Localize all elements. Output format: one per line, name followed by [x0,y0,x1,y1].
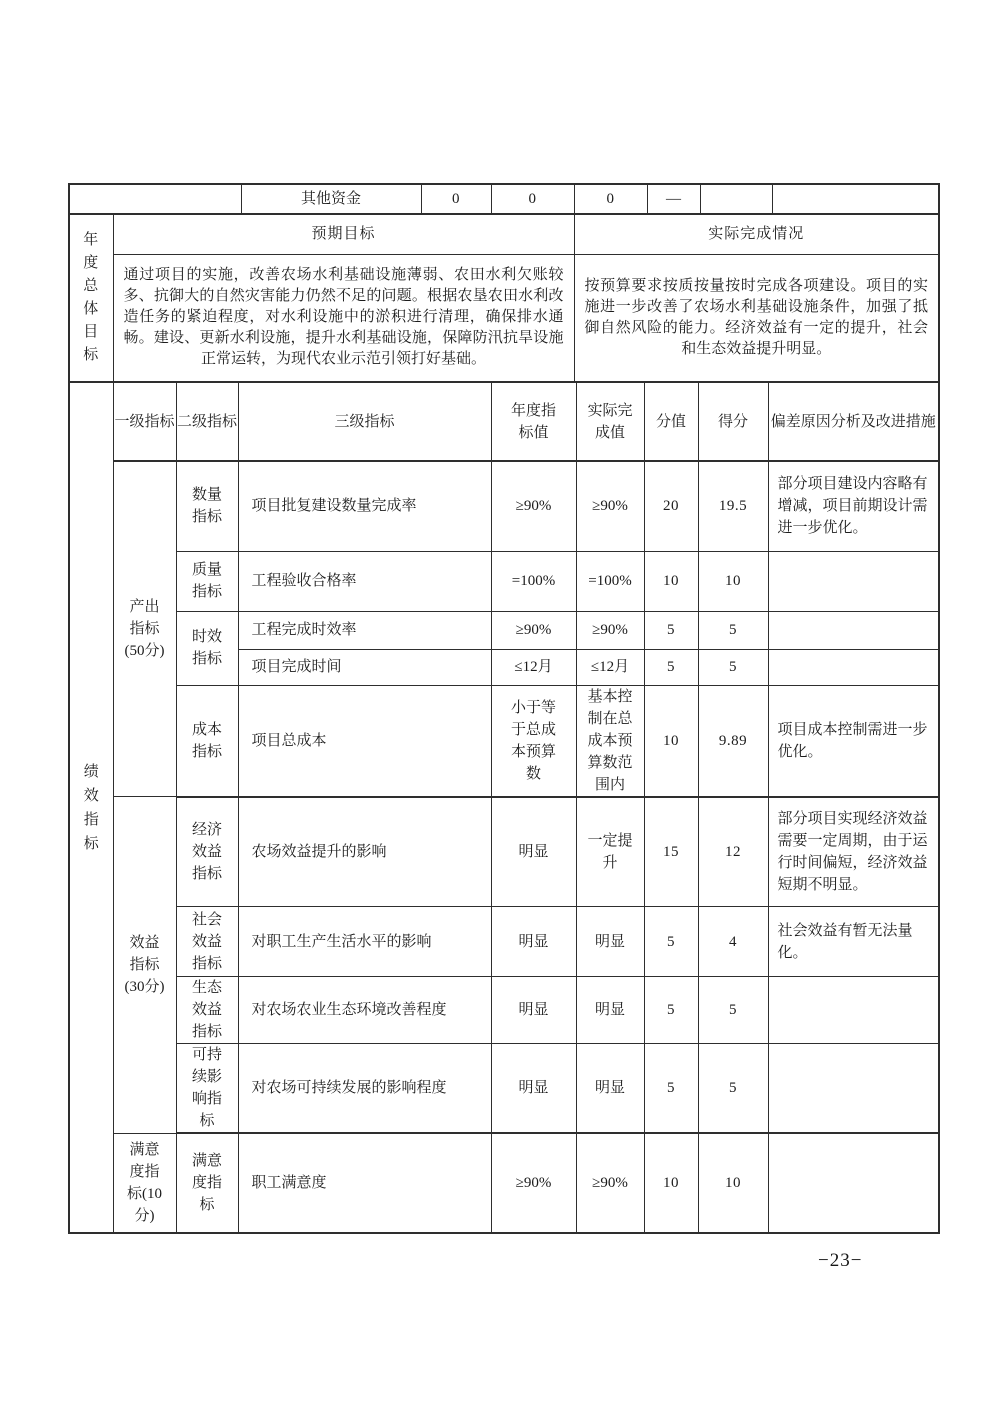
annual-value: 明显 [491,907,576,977]
score-max: 20 [644,461,698,551]
level2-sustainable-impact: 可持续影响指标 [176,1044,238,1134]
deviation-remark [768,977,939,1044]
score-max: 5 [644,907,698,977]
header-level3: 三级指标 [238,382,491,461]
score-max: 10 [644,1133,698,1233]
actual-value: =100% [576,551,644,611]
level2-ecological-benefit: 生态效益指标 [176,977,238,1044]
score: 9.89 [698,685,768,797]
level1-satisfaction-indicators: 满意度指标(10分) [113,1133,176,1233]
deviation-remark: 项目成本控制需进一步优化。 [768,685,939,797]
header-level2: 二级指标 [176,382,238,461]
score: 5 [698,649,768,685]
annual-value: 明显 [491,977,576,1044]
expected-goal-header: 预期目标 [113,214,574,254]
deviation-remark: 社会效益有暂无法量化。 [768,907,939,977]
indicators-side-label: 绩效指标 [83,763,99,852]
header-score-max: 分值 [644,382,698,461]
deviation-remark [768,611,939,649]
level1-output-indicators: 产出指标(50分) [113,461,176,797]
score: 5 [698,977,768,1044]
level3-indicator: 项目批复建设数量完成率 [238,461,491,551]
actual-value: ≤12月 [576,649,644,685]
level3-indicator: 工程验收合格率 [238,551,491,611]
header-level1: 一级指标 [113,382,176,461]
score-max: 5 [644,1044,698,1134]
annual-value: ≥90% [491,611,576,649]
header-deviation: 偏差原因分析及改进措施 [768,382,939,461]
deviation-remark: 部分项目实现经济效益需要一定周期，由于运行时间偏短，经济效益短期不明显。 [768,797,939,907]
funding-empty-cell [772,184,939,214]
actual-value: 明显 [576,1044,644,1134]
annual-value: ≤12月 [491,649,576,685]
document-table-block [68,183,938,1234]
header-annual-value: 年度指标值 [491,382,576,461]
score-max: 5 [644,611,698,649]
expected-goal-text: 通过项目的实施，改善农场水利基础设施薄弱、农田水利欠账较多、抗御大的自然灾害能力仍然不足的问题。根据农垦农田水利改造任务的紧迫程度，对水利设施中的淤积进行清理，确保排水通畅。建设、更新水利设施，提升水利基础设施，保障防汛抗旱设施正常运转，为现代农业示范引领打好基础。 [113,254,574,382]
score: 10 [698,1133,768,1233]
indicators-header-row [69,382,939,461]
score: 10 [698,551,768,611]
table-row [69,907,939,977]
page-number: −23− [818,1250,863,1271]
score: 19.5 [698,461,768,551]
actual-value: 明显 [576,977,644,1044]
level2-economic-benefit: 经济效益指标 [176,797,238,907]
deviation-remark [768,551,939,611]
score: 5 [698,611,768,649]
level3-indicator: 项目完成时间 [238,649,491,685]
table-row [69,977,939,1044]
level3-indicator: 农场效益提升的影响 [238,797,491,907]
level3-indicator: 职工满意度 [238,1133,491,1233]
level2-cost: 成本指标 [176,685,238,797]
score-max: 10 [644,685,698,797]
score: 4 [698,907,768,977]
goal-side-label-cell [69,214,113,382]
deviation-remark [768,1133,939,1233]
funding-table-tail [68,183,940,215]
annual-goal-table [68,213,940,383]
funding-value-dash: — [647,184,700,214]
score-max: 10 [644,551,698,611]
level2-timeliness: 时效指标 [176,611,238,685]
table-row [69,797,939,907]
funding-value: 0 [491,184,574,214]
level2-quantity: 数量指标 [176,461,238,551]
table-row [69,611,939,649]
funding-row [69,184,939,214]
header-actual-value: 实际完成值 [576,382,644,461]
funding-empty-cell [700,184,772,214]
score: 5 [698,1044,768,1134]
annual-value: 明显 [491,1044,576,1134]
score-max: 5 [644,649,698,685]
indicators-side-label-cell [69,382,113,1233]
score: 12 [698,797,768,907]
level2-satisfaction: 满意度指标 [176,1133,238,1233]
goal-side-label: 年度总体目标 [83,232,100,363]
table-row [69,1133,939,1233]
header-score: 得分 [698,382,768,461]
annual-value: 明显 [491,797,576,907]
actual-value: 明显 [576,907,644,977]
score-max: 5 [644,977,698,1044]
level1-benefit-indicators: 效益指标(30分) [113,797,176,1134]
table-row [69,1044,939,1134]
actual-value: ≥90% [576,461,644,551]
level2-quality: 质量指标 [176,551,238,611]
table-row [69,685,939,797]
deviation-remark [768,1044,939,1134]
deviation-remark: 部分项目建设内容略有增减，项目前期设计需进一步优化。 [768,461,939,551]
actual-completion-text: 按预算要求按质按量按时完成各项建设。项目的实施进一步改善了农场水利基础设施条件，加强了抵御自然风险的能力。经济效益有一定的提升，社会和生态效益提升明显。 [574,254,939,382]
deviation-remark [768,649,939,685]
funding-label: 其他资金 [241,184,421,214]
level3-indicator: 对农场农业生态环境改善程度 [238,977,491,1044]
annual-value: 小于等于总成本预算数 [491,685,576,797]
level3-indicator: 对农场可持续发展的影响程度 [238,1044,491,1134]
annual-value: =100% [491,551,576,611]
level3-indicator: 项目总成本 [238,685,491,797]
level3-indicator: 对职工生产生活水平的影响 [238,907,491,977]
level3-indicator: 工程完成时效率 [238,611,491,649]
table-row [69,551,939,611]
actual-value: 基本控制在总成本预算数范围内 [576,685,644,797]
indicators-table [68,381,940,1234]
annual-value: ≥90% [491,1133,576,1233]
score-max: 15 [644,797,698,907]
funding-value: 0 [574,184,647,214]
funding-value: 0 [421,184,491,214]
actual-completion-header: 实际完成情况 [574,214,939,254]
annual-value: ≥90% [491,461,576,551]
goal-text-row [69,254,939,382]
actual-value: ≥90% [576,611,644,649]
goal-header-row [69,214,939,254]
level2-social-benefit: 社会效益指标 [176,907,238,977]
table-row [69,461,939,551]
actual-value: ≥90% [576,1133,644,1233]
actual-value: 一定提升 [576,797,644,907]
funding-empty-cell [69,184,241,214]
